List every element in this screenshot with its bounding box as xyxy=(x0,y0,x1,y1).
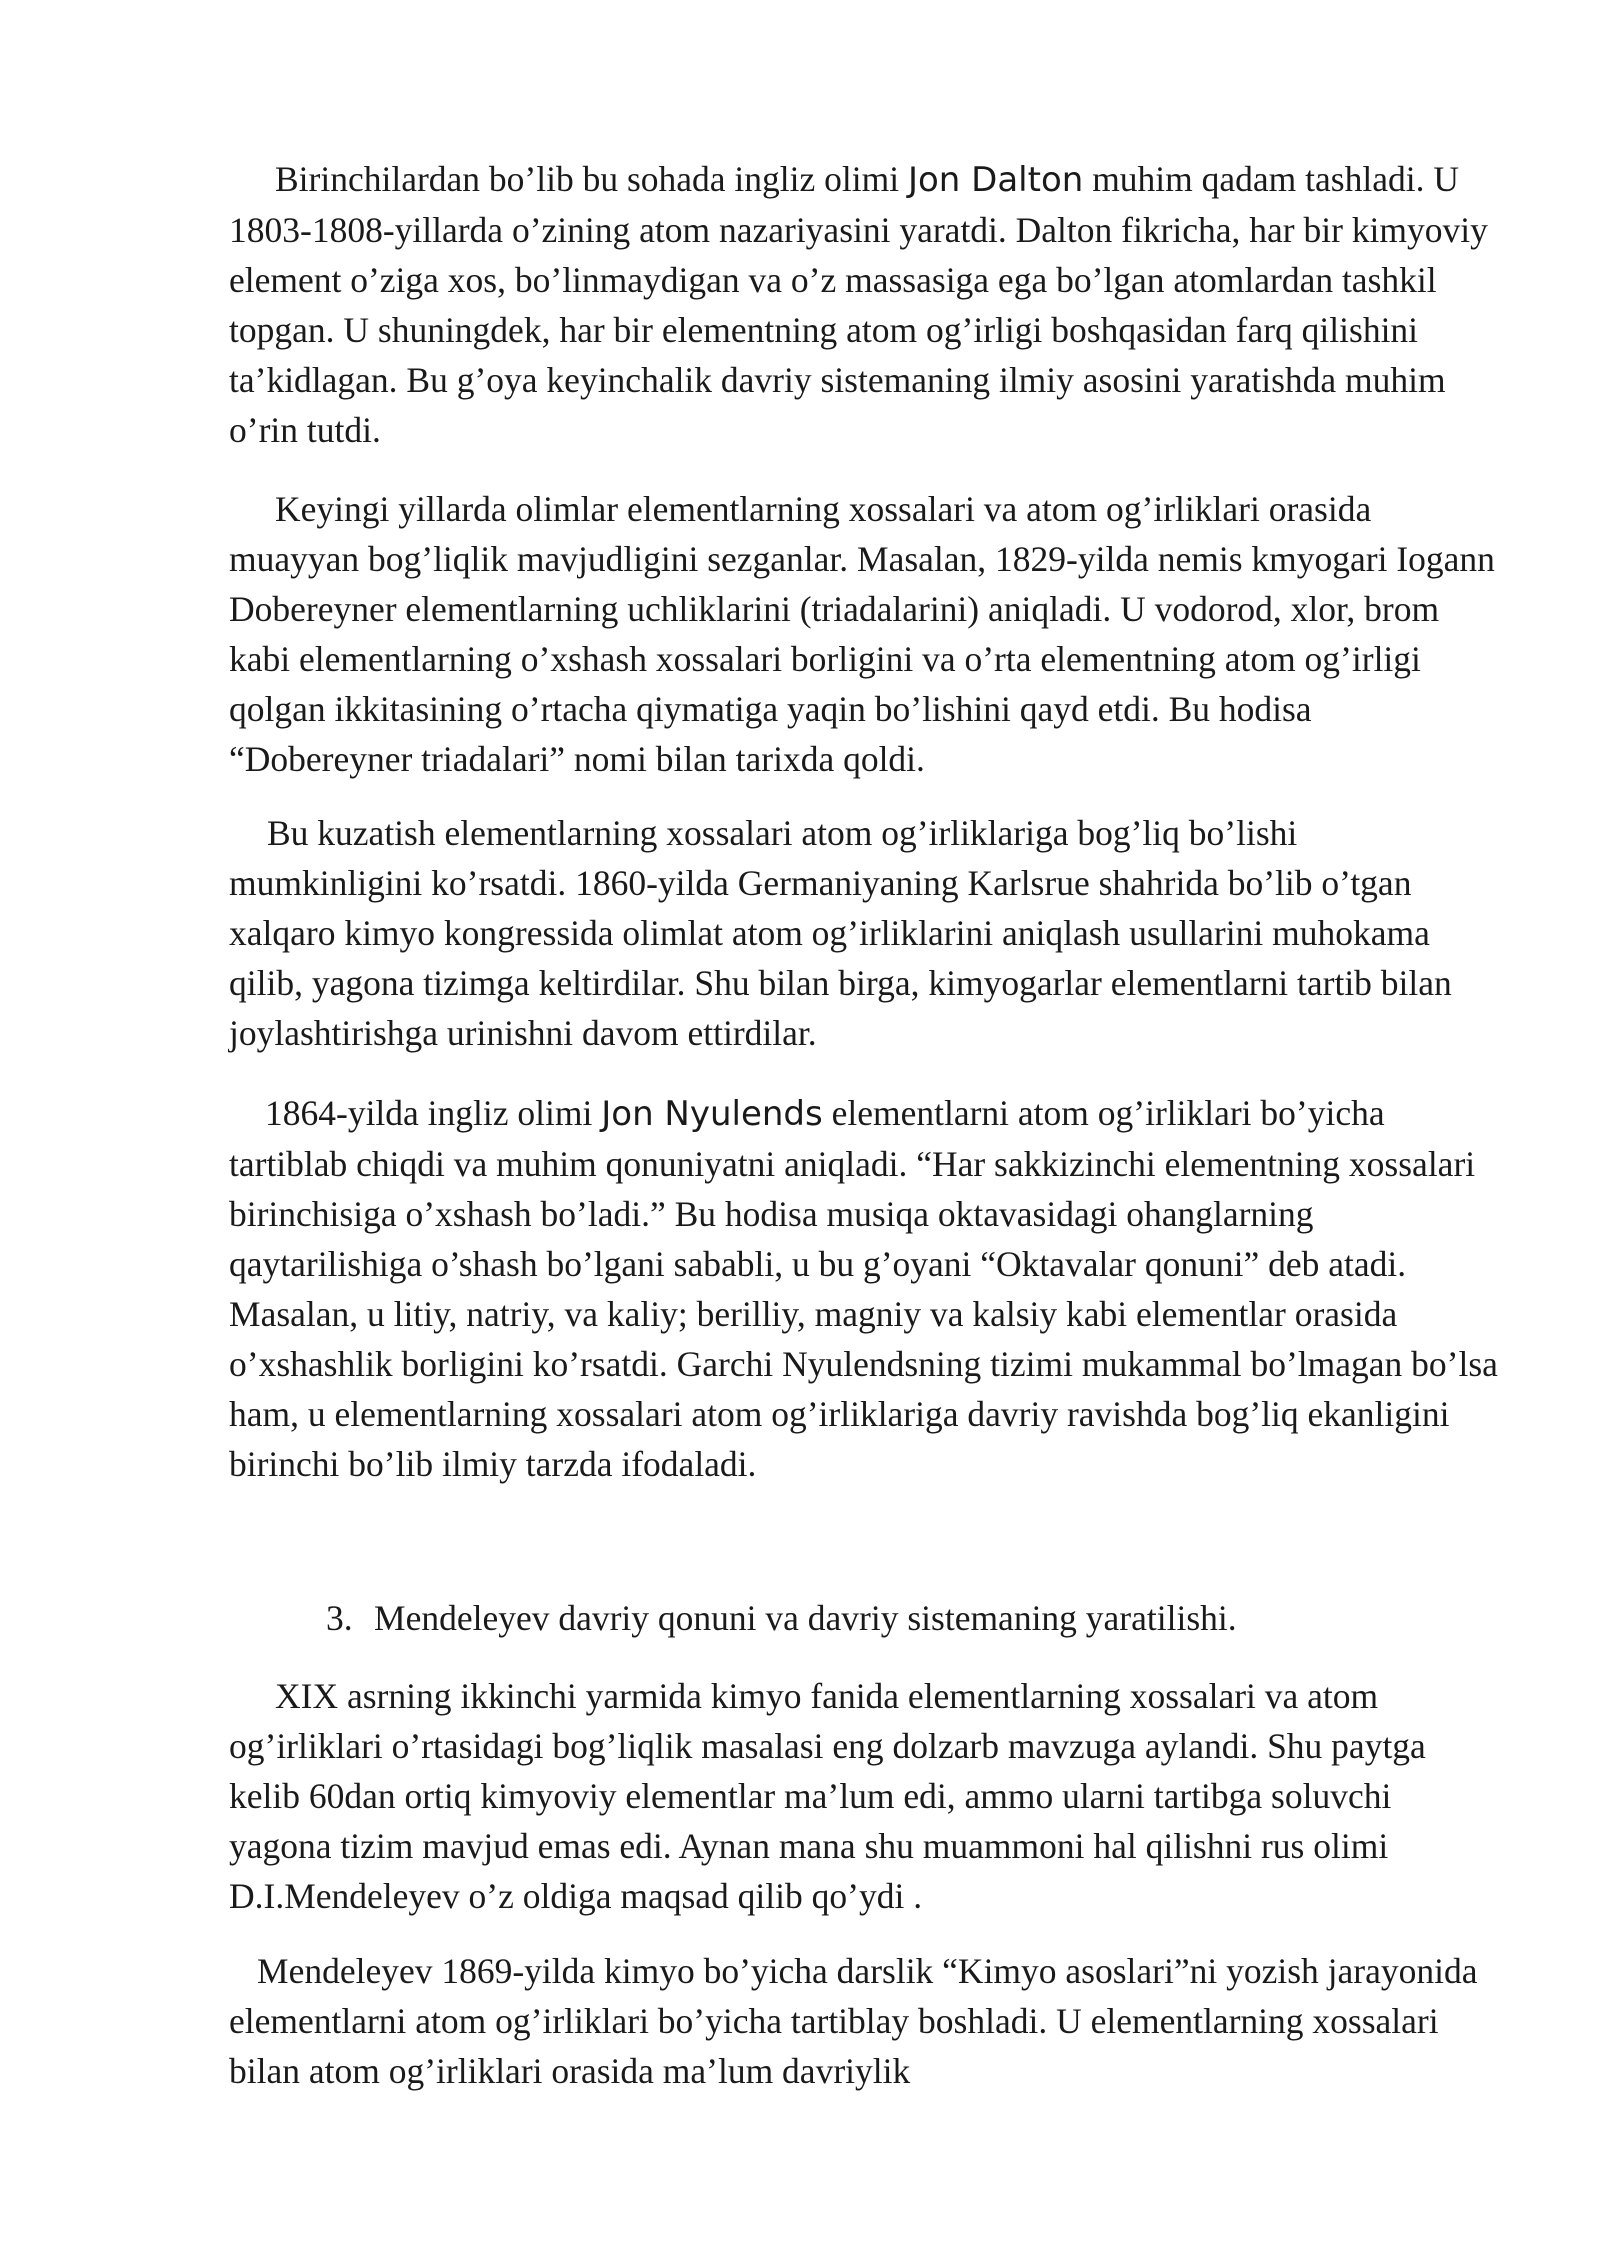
paragraph-text: elementlarni atom og’irliklari bo’yicha tartiblab chiqdi va muhim qonuniyatni aniqladi. “Har sakkizinchi elementning xossalari birinchisiga o’xshash bo’ladi.” Bu hodisa musiqa oktavasidagi ohanglarning qaytarilishiga o’shash bo’lgani sababli, u bu g’oyani “Oktavalar qonuni” deb atadi. Masalan, u litiy, natriy, va kaliy; berilliy, magniy va kalsiy kabi elementlar orasida o’xshashlik borligini ko’rsatdi. Garchi Nyulendsning tizimi mukammal bo’lmagan bo’lsa ham, u elementlarning xossalari atom og’irliklariga davriy ravishda bog’liq ekanligini birinchi bo’lib ilmiy tarzda ifodaladi. xyxy=(229,1093,1498,1484)
paragraph-text: Keyingi yillarda olimlar elementlarning xossalari va atom og’irliklari orasida muayyan bog’liqlik mavjudligini sezganlar. Masalan, 1829-yilda nemis kmyogari Iogann Dobereyner elementlarning uchliklarini (triadalarini) aniqladi. U vodorod, xlor, brom kabi elementlarning o’xshash xossalari borligini va o’rta elementning atom og’irligi qolgan ikkitasining o’rtacha qiymatiga yaqin bo’lishini qayd etdi. Bu hodisa “Dobereyner triadalari” nomi bilan tarixda qoldi. xyxy=(229,489,1495,779)
paragraph-text: XIX asrning ikkinchi yarmida kimyo fanida elementlarning xossalari va atom og’irliklari o’rtasidagi bog’liqlik masalasi eng dolzarb mavzuga aylandi. Shu paytga kelib 60dan ortiq kimyoviy elementlar ma’lum edi, ammo ularni tartibga soluvchi yagona tizim mavjud emas edi. Aynan mana shu muammoni hal qilishni rus olimi D.I.Mendeleyev o’z oldiga maqsad qilib qo’ydi . xyxy=(229,1676,1426,1916)
section-title: Mendeleyev davriy qonuni va davriy sistemaning yaratilishi. xyxy=(374,1598,1237,1638)
paragraph-mendeleyev-1869 xyxy=(229,1946,1499,2096)
section-number: 3. xyxy=(326,1598,353,1638)
paragraph-dobereyner xyxy=(229,484,1499,784)
paragraph-text: muhim qadam tashladi. U 1803-1808-yillarda o’zining atom nazariyasini yaratdi. Dalton fikricha, har bir kimyoviy element o’ziga xos, bo’linmaydigan va o’z massasiga ega bo’lgan atomlardan tashkil topgan. U shuningdek, har bir elementning atom og’irligi boshqasidan farq qilishini ta’kidlagan. Bu g’oya keyinchalik davriy sistemaning ilmiy asosini yaratishda muhim o’rin tutdi. xyxy=(229,159,1488,450)
paragraph-text: Bu kuzatish elementlarning xossalari atom og’irliklariga bog’liq bo’lishi mumkinligini ko’rsatdi. 1860-yilda Germaniyaning Karlsrue shahrida bo’lib o’tgan xalqaro kimyo kongressida olimlat atom og’irliklarini aniqlash usullarini muhokama qilib, yagona tizimga keltirdilar. Shu bilan birga, kimyogarlar elementlarni tartib bilan joylashtirishga urinishni davom ettirdilar. xyxy=(229,813,1452,1053)
section-heading xyxy=(326,1593,1237,1643)
paragraph-text: 1864-yilda ingliz olimi xyxy=(265,1093,602,1133)
person-name-dalton: Jon Dalton xyxy=(907,160,1084,200)
paragraph-text: Birinchilardan bo’lib bu sohada ingliz olimi xyxy=(275,159,908,199)
paragraph-karlsrue xyxy=(229,808,1499,1058)
paragraph-text: Mendeleyev 1869-yilda kimyo bo’yicha darslik “Kimyo asoslari”ni yozish jarayonida elementlarni atom og’irliklari bo’yicha tartiblay boshladi. U elementlarning xossalari bilan atom og’irliklari orasida ma’lum davriylik xyxy=(229,1951,1478,2091)
paragraph-nyulends xyxy=(229,1088,1499,1489)
paragraph-mendeleyev-intro xyxy=(229,1671,1499,1921)
person-name-nyulends: Jon Nyulends xyxy=(601,1094,823,1134)
paragraph-dalton xyxy=(229,154,1499,455)
